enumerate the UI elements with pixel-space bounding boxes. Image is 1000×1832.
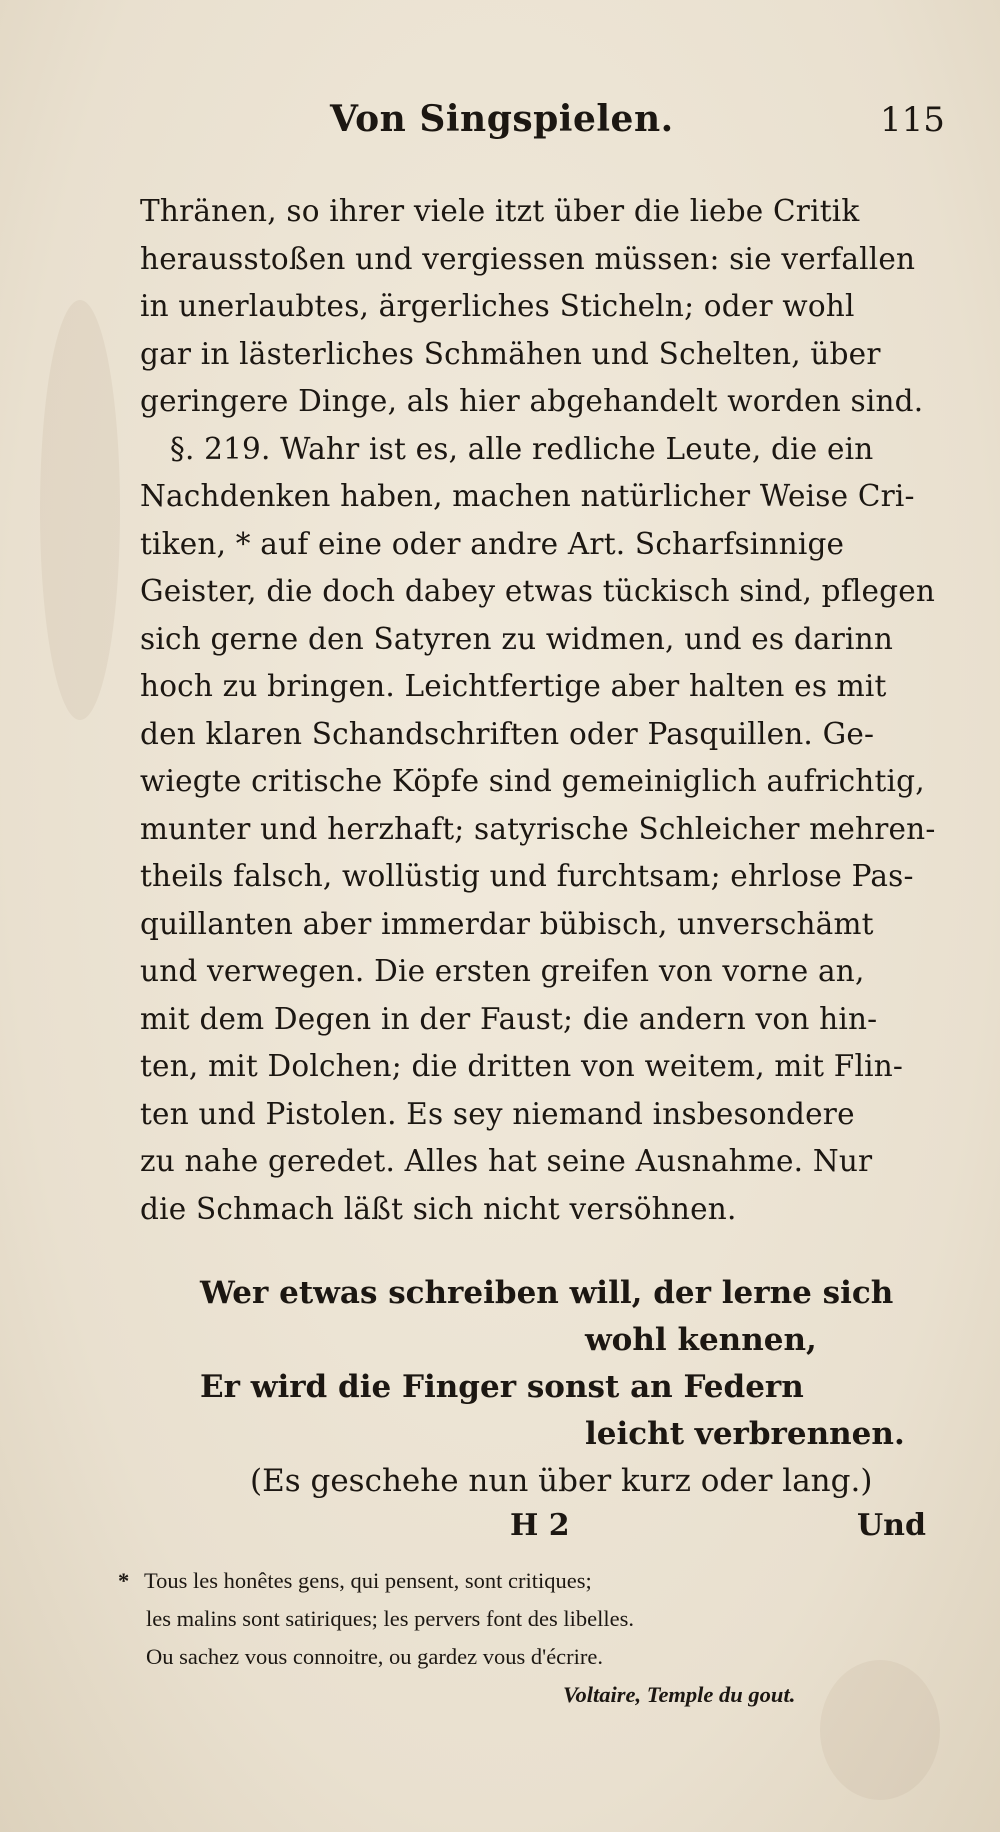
verse-line-continuation: leicht verbrennen.	[585, 1416, 905, 1452]
text-line: herausstoßen und vergiessen müssen: sie verfallen	[140, 241, 916, 276]
page-number: 115	[880, 100, 945, 140]
running-head: Von Singspielen.	[330, 98, 674, 140]
text-line: mit dem Degen in der Faust; die andern von hin-	[140, 1001, 878, 1036]
text-line: ten, mit Dolchen; die dritten von weitem, mit Flin-	[140, 1049, 904, 1083]
footnote	[118, 1562, 958, 1714]
verse-line: Wer etwas schreiben will, der lerne sich	[200, 1275, 894, 1311]
text-line: tiken, * auf eine oder andre Art. Scharfsinnige	[140, 526, 845, 561]
footnote-text: Tous les honêtes gens, qui pensent, sont critiques;	[144, 1568, 592, 1593]
footnote-attribution: Voltaire, Temple du gout.	[563, 1682, 796, 1707]
paragraph-start-line: §. 219. Wahr ist es, alle redliche Leute, die ein	[170, 431, 874, 466]
text-line: die Schmach läßt sich nicht versöhnen.	[140, 1191, 737, 1226]
text-line: sich gerne den Satyren zu widmen, und es darinn	[140, 621, 894, 656]
footnote-line: Ou sachez vous connoitre, ou gardez vous d'écrire.	[146, 1644, 604, 1669]
catchword: Und	[857, 1508, 926, 1543]
text-line: Thränen, so ihrer viele itzt über die liebe Critik	[140, 194, 860, 228]
verse-block	[200, 1270, 960, 1505]
text-line: hoch zu bringen. Leichtfertige aber halten es mit	[140, 669, 887, 703]
footnote-line	[118, 1562, 958, 1600]
signature-line	[0, 1508, 1000, 1552]
text-line: zu nahe geredet. Alles hat seine Ausnahme. Nur	[140, 1144, 873, 1178]
text-line: Geister, die doch dabey etwas tückisch sind, pflegen	[140, 574, 936, 608]
text-line: und verwegen. Die ersten greifen von vorne an,	[140, 954, 865, 988]
text-line: ten und Pistolen. Es sey niemand insbesondere	[140, 1096, 855, 1131]
text-line: munter und herzhaft; satyrische Schleicher mehren-	[140, 811, 936, 846]
text-line: Nachdenken haben, machen natürlicher Weise Cri-	[140, 479, 915, 513]
text-line: wiegte critische Köpfe sind gemeiniglich aufrichtig,	[140, 764, 925, 798]
verse-line: Er wird die Finger sonst an Federn	[200, 1369, 804, 1405]
paper-stain	[40, 300, 120, 720]
body-text	[140, 188, 955, 1233]
verse-line-continuation: wohl kennen,	[585, 1322, 817, 1358]
footnote-line: les malins sont satiriques; les pervers font des libelles.	[146, 1606, 635, 1631]
text-line: den klaren Schandschriften oder Pasquillen. Ge-	[140, 716, 875, 751]
text-line: theils falsch, wollüstig und furchtsam; ehrlose Pas-	[140, 859, 914, 893]
text-line: geringere Dinge, als hier abgehandelt worden sind.	[140, 384, 924, 418]
text-line: quillanten aber immerdar bübisch, unverschämt	[140, 906, 874, 941]
footnote-marker: *	[118, 1568, 130, 1593]
signature-mark: H 2	[510, 1508, 570, 1543]
text-line: gar in lästerliches Schmähen und Schelten, über	[140, 336, 881, 371]
page-header	[0, 98, 1000, 148]
verse-parenthetical: (Es geschehe nun über kurz oder lang.)	[250, 1463, 873, 1499]
text-line: in unerlaubtes, ärgerliches Sticheln; oder wohl	[140, 289, 855, 323]
